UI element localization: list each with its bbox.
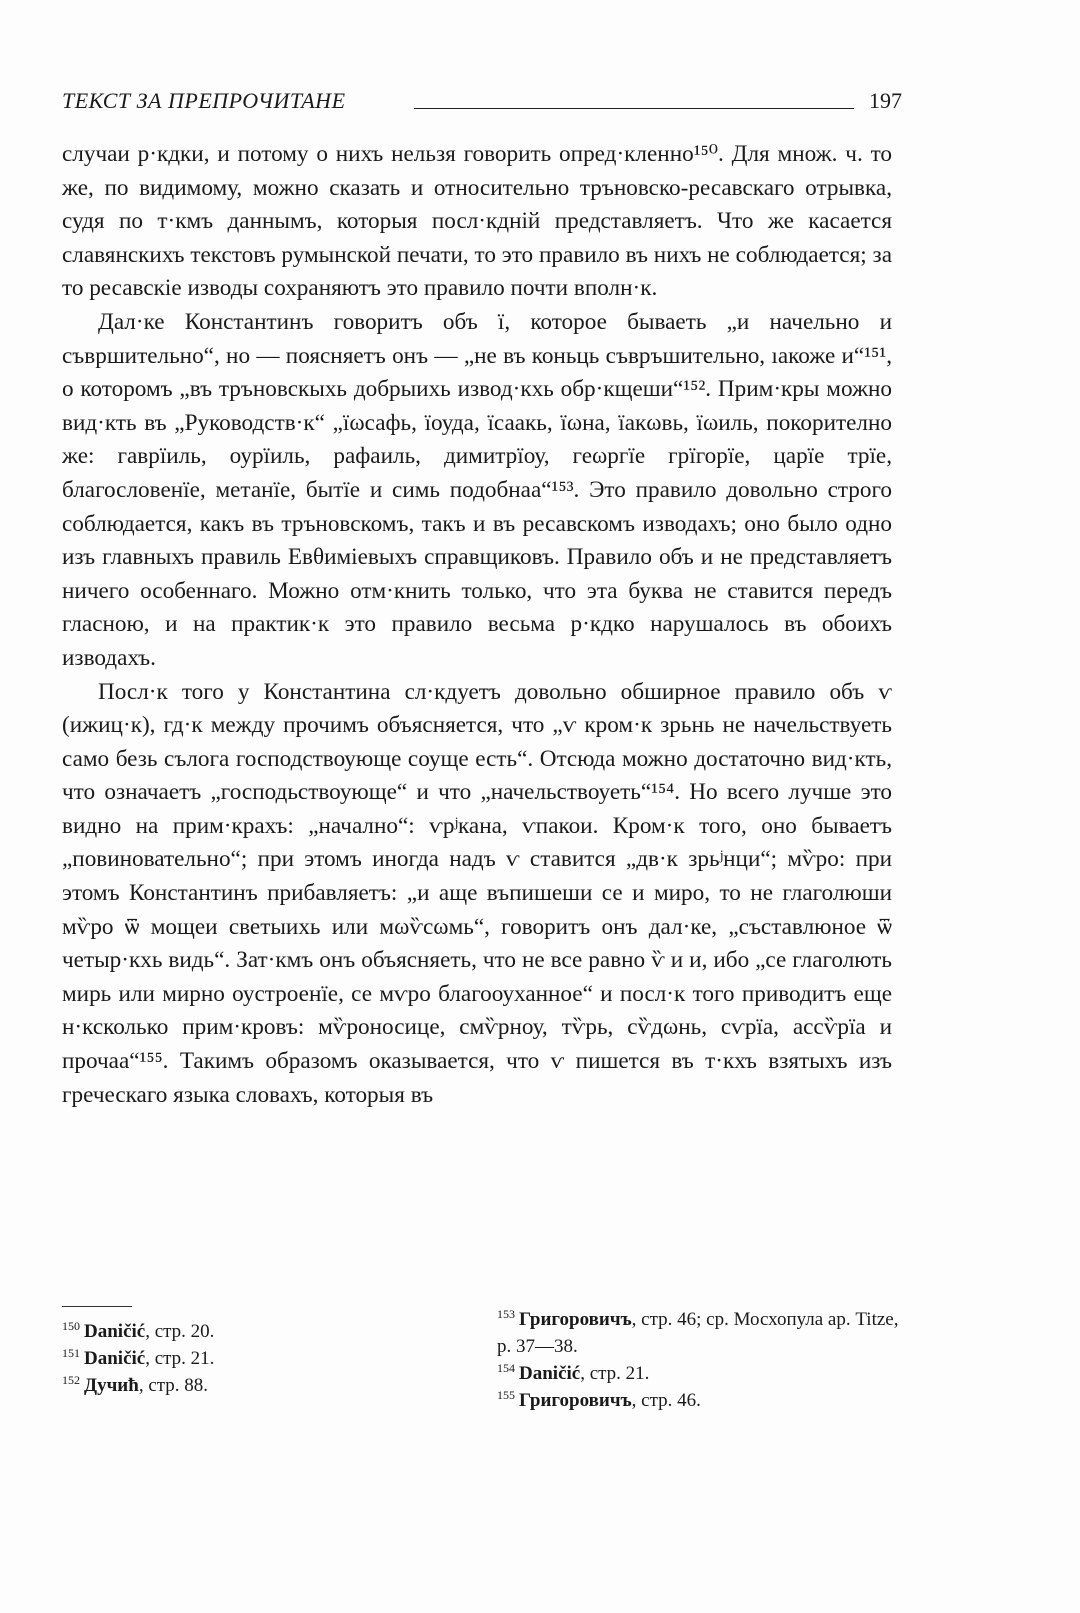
footnote-ref: , стр. 20. [145, 1321, 215, 1342]
footnote-author: Daničić [84, 1321, 146, 1342]
paragraph-3: Посл·к того у Константина сл·кдуетъ довольно обширное правило объ ѵ (ижиц·к), гд·к между прочимъ объясняется, что „ѵ кром·к зрьнь не начельствуеть само безь сълога господствоующе соуще есть“. Отсюда можно достаточно вид·кть, что означаетъ „господьствоующе“ и что „начельствоуеть“¹⁵⁴. Но всего лучше это видно на прим·крахъ: „начално“: ѵрʲкана, ѵпакои. Кром·к того, оно бываетъ „повиновательно“; при этомъ иногда надъ ѵ ставится „дв·к зрьʲнци“; мѷро: при этомъ Константинъ прибавляетъ: „и аще въпишеши се и миро, то не глаголюши мѷро ѿ мощеи светыихь или мωѷсωмь“, говоритъ онъ дал·ке, „съставлюное ѿ четыр·кхь видь“. Зат·кмъ онъ объясняеть, что не все равно ѷ и и, ибо „се глаголють мирь или мирно оустроенïе, се мѵро благооуханное“ и посл·к того приводитъ еще н·ксколько прим·кровъ: мѷроносице, смѷрноу, тѷрь, сѷдωнь, сѵрïа, ассѷрïа и прочаа“¹⁵⁵. Такимъ образомъ оказывается, что ѵ пишется въ т·кхъ взятыхъ изъ греческаго языка словахъ, которыя въ [62, 678, 892, 1108]
body-text [62, 138, 892, 1112]
footnote-rule [62, 1306, 132, 1307]
footnote-151 [62, 1345, 462, 1372]
footnote-ref: , стр. 21. [580, 1363, 650, 1384]
footnote-153 [497, 1306, 904, 1360]
footnotes-right [497, 1306, 904, 1414]
paragraph-2: Дал·ке Константинъ говоритъ объ ï, которое бываеть „и начельно и съвршительно“, но — поясняетъ онъ — „не въ коньць съвръшительно, ıакоже и“¹⁵¹, о которомъ „въ тръновскыхь добрыихь извод·кхь обр·кщеши“¹⁵². Прим·кры можно вид·кть въ „Руководств·к“ „ïωсафь, ïоуда, ïсаакь, ïωна, ïакωвь, ïωиль, покорително же: гаврïиль, оурïиль, рафаиль, димитрïоу, геωргïе грïгорïе, царïе трïе, благословенïе, метанïе, бытïе и симь подобнаа“¹⁵³. Это правило довольно строго соблюдается, какъ въ тръновскомъ, такъ и въ ресавскомъ изводахъ; оно было одно изъ главныхъ правиль Евθимiевыхъ справщиковъ. Правило объ и не представляетъ ничего особеннаго. Можно отм·книть только, что эта буква не ставится передъ гласною, и на практик·к это правило весьма р·кдко нарушалось въ обоихъ изводахъ. [62, 308, 892, 671]
footnote-ref: , стр. 88. [138, 1375, 209, 1396]
footnote-152 [62, 1372, 462, 1399]
footnote-number: 152 [62, 1372, 80, 1387]
footnote-author: Григоровичъ [519, 1390, 632, 1411]
footnote-number: 155 [497, 1387, 515, 1402]
footnote-author: Daničić [519, 1363, 581, 1384]
footnote-author: Дучић [84, 1375, 139, 1396]
footnote-author: Григоровичъ [519, 1309, 632, 1330]
footnote-154 [497, 1360, 904, 1387]
footnote-number: 151 [62, 1345, 80, 1360]
footnotes-left [62, 1318, 462, 1399]
footnote-ref: , стр. 46; ср. Мосхопула ар. Titze, p. 37—38. [497, 1309, 899, 1357]
paragraph-1: случаи р·кдки, и потому о нихъ нельзя говорить опред·кленно¹⁵⁰. Для множ. ч. то же, по видимому, можно сказать и относительно тръновско-ресавскаго отрывка, судя по т·кмъ даннымъ, которыя посл·кднiй представляетъ. Что же касается славянскихъ текстовъ румынской печати, то это правило въ нихъ не соблюдается; за то ресавскiе изводы сохраняютъ это правило почти вполн·к. [62, 141, 892, 302]
footnote-155 [497, 1387, 904, 1414]
page-number: 197 [869, 88, 902, 113]
footnote-ref: , стр. 46. [631, 1390, 701, 1411]
footnote-ref: , стр. 21. [145, 1348, 215, 1369]
footnote-150 [62, 1318, 462, 1345]
footnote-number: 150 [62, 1318, 80, 1333]
footnote-number: 154 [497, 1360, 515, 1375]
running-header [62, 88, 902, 118]
running-title: ТЕКСТ ЗА ПРЕПРОЧИТАНЕ [62, 88, 346, 113]
header-rule [414, 108, 854, 109]
footnote-number: 153 [497, 1306, 515, 1321]
footnote-author: Daničić [84, 1348, 146, 1369]
